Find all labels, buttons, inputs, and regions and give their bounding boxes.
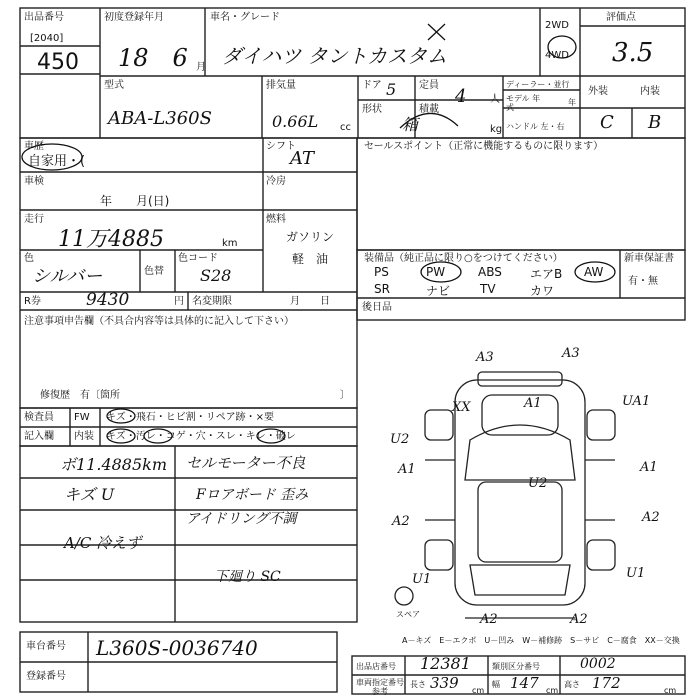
mileage-unit: km [222, 238, 238, 249]
damage-mark: U1 [412, 572, 432, 587]
reg-number-label: 登録番号 [26, 671, 66, 682]
equip-leather: カワ [530, 284, 555, 298]
equip-tv: TV [480, 282, 496, 296]
model-value: ABA-L360S [108, 108, 212, 129]
inspector-label-2: 記入欄 [24, 431, 54, 442]
damage-mark: A1 [524, 396, 542, 411]
inspection-label: 車検 [24, 176, 44, 187]
first-reg-month-unit: 月 [196, 62, 206, 73]
damage-mark: U2 [528, 476, 548, 491]
length-value: 339 [430, 674, 459, 692]
first-reg-label: 初度登録年月 [104, 12, 164, 23]
ext-value: C [600, 112, 614, 133]
equip-aw: AW [584, 265, 604, 279]
int-label: 内装 [640, 86, 660, 97]
height-label: 高さ [564, 680, 580, 689]
score-value: 3.5 [612, 38, 654, 68]
color-value: シルバー [32, 266, 103, 287]
equip-airbag: エアB [530, 267, 563, 281]
handle-label: ハンドル 左・右 [506, 122, 565, 131]
spare-label: スペア [396, 610, 420, 619]
damage-mark: A2 [642, 510, 660, 525]
fuel-gasoline: ガソリン [286, 230, 335, 244]
damage-mark: A1 [398, 462, 416, 477]
exhibitor-value: 12381 [420, 654, 471, 673]
drive-4wd: 4WD [545, 50, 569, 61]
damage-mark: UA1 [622, 394, 651, 409]
shape-value: 箱 [402, 115, 419, 134]
damage-legend: A－キズ E－エクボ U－凹み W－補修跡 S－サビ C－腐食 XX－交換 [402, 636, 680, 645]
inspection-fields: 年 月(日) [100, 194, 170, 208]
equipment-label: 装備品（純正品に限り○をつけてください） [364, 253, 563, 264]
ext-label: 外装 [588, 86, 608, 97]
inspector-row2-head: 内装 [74, 431, 94, 442]
chassis-value: L360S-0036740 [96, 636, 258, 660]
color-code-label: 色コード [178, 253, 218, 264]
fuel-label: 燃料 [266, 214, 286, 225]
capacity-unit: 人 [490, 94, 500, 105]
displacement-unit: cc [340, 122, 351, 133]
color-change-label: 色替 [144, 266, 164, 277]
recycle-value: 9430 [86, 290, 130, 310]
shift-value: AT [290, 148, 315, 169]
type-value: 0002 [580, 656, 616, 672]
note-1: ボ11.4885km [60, 455, 168, 474]
height-unit: cm [664, 686, 677, 695]
model-year-unit: 年 [568, 98, 576, 107]
displacement-label: 排気量 [266, 80, 296, 91]
model-year-label: モデル 年式 [506, 94, 541, 112]
model-spec-label: 車両指定番号 [356, 678, 404, 687]
displacement-value: 0.66L [272, 112, 319, 131]
note-5: Fロアボード 歪み [196, 487, 309, 503]
damage-mark: A2 [570, 612, 588, 627]
note-7: 下廻り SC [214, 569, 281, 585]
fuel-diesel: 軽 油 [292, 252, 329, 266]
capacity-value: 4 [455, 86, 467, 107]
equip-pw: PW [426, 265, 446, 279]
length-label: 長さ [410, 680, 426, 689]
shift-label: シフト [266, 141, 296, 152]
repair-close: 〕 [340, 390, 350, 401]
post-label: 後日品 [362, 302, 392, 313]
inspector-row2-items: キズ・汚レ・コゲ・穴・スレ・キレ・破レ [106, 431, 296, 442]
dealer-label: ディーラー・並行 [506, 80, 570, 89]
width-unit: cm [546, 686, 559, 695]
equip-abs: ABS [478, 265, 502, 279]
load-label: 積載 [419, 104, 439, 115]
reg-expiry-label: 名変期限 [192, 296, 232, 307]
warranty-value: 有・無 [628, 276, 658, 287]
notice-label: 注意事項申告欄（不具合内容等は具体的に記入して下さい） [24, 316, 294, 327]
recycle-unit: 円 [174, 296, 184, 307]
reg-expiry-fields: 月 日 [290, 296, 330, 307]
damage-mark: U2 [390, 432, 410, 447]
recycle-label: R券 [24, 296, 41, 307]
type-label: 類別区分番号 [492, 662, 540, 671]
width-value: 147 [510, 674, 539, 692]
length-unit: cm [472, 686, 485, 695]
inspector-row1-items: キズ・飛石・ヒビ割・リペア跡・×要 [106, 412, 274, 423]
equip-sr: SR [374, 282, 390, 296]
damage-mark: A1 [640, 460, 658, 475]
color-label: 色 [24, 253, 34, 264]
damage-mark: XX [452, 400, 471, 415]
drive-2wd: 2WD [545, 20, 569, 31]
car-name-label: 車名・グレード [210, 12, 280, 23]
aircon-label: 冷房 [266, 176, 286, 187]
damage-mark: U1 [626, 566, 646, 581]
equip-ps: PS [374, 265, 389, 279]
lot-label: 出品番号 [24, 12, 64, 23]
car-name-value: ダイハツ タントカスタム [222, 44, 447, 68]
doors-label: ドア [362, 80, 382, 91]
history-printed: 自家用・( [28, 154, 86, 169]
note-4: セルモーター不良 [186, 454, 306, 472]
lot-code: [2040] [30, 33, 64, 44]
warranty-label: 新車保証書 [624, 253, 674, 264]
lot-number: 450 [37, 50, 79, 75]
load-unit: kg [490, 124, 503, 135]
note-6: アイドリング不調 [186, 511, 297, 527]
damage-mark: A2 [480, 612, 498, 627]
ref-label: 参考 [372, 687, 388, 696]
selling-points-label: セールスポイント（正常に機能するものに限ります） [364, 141, 604, 152]
history-label: 車歴 [24, 141, 44, 152]
mileage-value: 11万4885 [58, 227, 164, 252]
int-value: B [648, 112, 662, 133]
score-label: 評価点 [606, 12, 636, 23]
doors-value: 5 [386, 80, 397, 99]
inspector-label-1: 検査員 [24, 412, 54, 423]
height-value: 172 [592, 674, 621, 692]
inspector-row1-head: FW [74, 412, 90, 423]
note-2: キズ U [64, 485, 115, 504]
color-code-value: S28 [200, 266, 232, 285]
repair-label: 修復歴 有〔箇所 [40, 390, 120, 401]
damage-mark: A2 [392, 514, 410, 529]
damage-mark: A3 [476, 350, 494, 365]
damage-mark: A3 [562, 346, 580, 361]
first-reg-value: 18 6 [118, 44, 188, 72]
equip-navi: ナビ [426, 284, 451, 298]
model-label: 型式 [104, 80, 124, 91]
mileage-label: 走行 [24, 214, 44, 225]
width-label: 幅 [492, 680, 500, 689]
capacity-label: 定員 [419, 80, 439, 91]
exhibitor-label: 出品店番号 [356, 662, 396, 671]
note-3: A/C 冷えず [64, 534, 142, 552]
chassis-label: 車台番号 [26, 641, 66, 652]
shape-label: 形状 [362, 104, 382, 115]
